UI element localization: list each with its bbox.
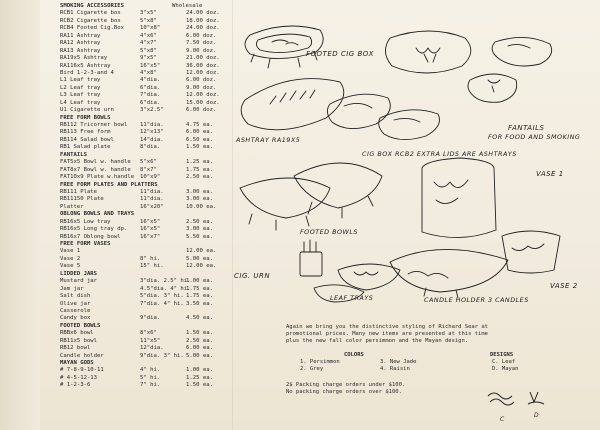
item-price: 6.50 ea. xyxy=(186,136,213,143)
item-name: RA12 Ashtray xyxy=(60,40,101,47)
item-size: 3"x2.5" xyxy=(140,107,164,114)
item-name: RB11x5 bowl xyxy=(60,337,98,344)
price-list-row xyxy=(60,338,238,345)
item-price: 1.50 ea. xyxy=(186,382,213,389)
price-list-row xyxy=(60,129,238,136)
design-mark-d: D xyxy=(534,412,539,419)
item-size: 15" hi. xyxy=(140,263,164,270)
price-list-row xyxy=(60,25,238,32)
item-price: 24.00 doz. xyxy=(186,25,220,32)
cig-urn-drawing xyxy=(300,240,322,276)
price-list-row xyxy=(60,137,238,144)
item-size: 4" hi. xyxy=(140,367,161,374)
price-list-row xyxy=(60,174,238,181)
caption-leaf-trays: LEAF TRAYS xyxy=(330,294,374,302)
item-name: MAYAN GODS xyxy=(60,360,94,366)
item-name: RCB2 Cigarette box xyxy=(60,17,121,24)
item-name: FAT8x7 Bowl w. handle xyxy=(60,166,131,173)
item-name: RBBx6 bowl xyxy=(60,330,94,337)
item-name: Casserole xyxy=(60,307,91,314)
item-price: 9.00 doz. xyxy=(186,84,217,91)
price-list-row xyxy=(60,63,238,70)
item-size: 4"x6" xyxy=(140,32,157,39)
price-list-section-heading xyxy=(60,182,238,189)
item-name: Candy box xyxy=(60,315,91,322)
caption-candle-holder: CANDLE HOLDER 3 CANDLES xyxy=(424,296,529,304)
color-item: 4. Raisin xyxy=(380,366,410,372)
item-size: 7"dia. 4" hi. xyxy=(140,300,184,307)
packing-note: No packing charge orders over $100. xyxy=(286,389,402,395)
item-name: RA13 Ashtray xyxy=(60,47,101,54)
item-size: 14"dia. xyxy=(140,136,164,143)
item-size: 8"x6" xyxy=(140,330,157,337)
item-name: Olive jar xyxy=(60,300,91,307)
item-name: LIDDED JARS xyxy=(60,270,98,277)
item-name: U1 Cigarette urn xyxy=(60,107,114,114)
item-name: L3 Leaf tray xyxy=(60,92,101,99)
item-size: 16"x5" xyxy=(140,62,161,69)
vase-2-drawing xyxy=(502,231,560,273)
item-name: Jam jar xyxy=(60,285,84,292)
item-size: 16"x5" xyxy=(140,226,161,233)
price-list-row xyxy=(60,301,238,308)
item-price: 21.00 doz. xyxy=(186,55,220,62)
item-size: 4.5"dia. 4" hi. xyxy=(140,285,191,292)
item-size: 5"x6" xyxy=(140,159,157,166)
item-price: 12.00 doz. xyxy=(186,69,220,76)
item-price: 24.00 doz. xyxy=(186,10,220,17)
item-size: 8"x7" xyxy=(140,166,157,173)
price-list-header xyxy=(60,3,238,10)
price-list-row xyxy=(60,278,238,285)
price-list-row xyxy=(60,40,238,47)
item-name: Mustard jar xyxy=(60,278,98,285)
item-name: RB1 Salad plate xyxy=(60,144,111,151)
design-mark-c: C xyxy=(500,416,505,423)
price-list-row xyxy=(60,92,238,99)
price-list-section-heading xyxy=(60,271,238,278)
price-list-row xyxy=(60,308,238,315)
price-list-row xyxy=(60,48,238,55)
item-name: RB113 Free form xyxy=(60,129,111,136)
caption-footed-bowls: FOOTED BOWLS xyxy=(300,228,358,236)
item-price: 10.00 ea. xyxy=(186,203,217,210)
item-price: 4.75 ea. xyxy=(186,122,213,128)
product-illustrations xyxy=(230,0,600,320)
item-name: # 4-5-12-13 xyxy=(60,374,98,381)
fantail-platter-drawing xyxy=(385,31,470,73)
item-size: 4"x7" xyxy=(140,40,157,47)
design-item: C. Leaf xyxy=(492,359,516,365)
item-size: 7"dia. xyxy=(140,92,161,99)
item-size: 16"x7" xyxy=(140,233,161,240)
item-name: FREE FORM PLATES AND PLATTERS xyxy=(60,181,158,188)
blurb-line-1: Again we bring you the distinctive styling of Richard Sear at xyxy=(286,324,488,330)
item-name: RCB4 Footed Cig.Box xyxy=(60,25,124,32)
item-name: FAT10x9 Plate w.handle xyxy=(60,174,135,181)
price-list-row xyxy=(60,375,238,382)
item-price: 5.00 ea. xyxy=(186,352,213,359)
item-name: FANTAILS xyxy=(60,151,87,158)
item-price: 6.00 ea. xyxy=(186,345,213,352)
item-size: 5" hi. xyxy=(140,374,161,381)
wholesale-label: Wholesale xyxy=(172,3,203,9)
price-list-row xyxy=(60,219,238,226)
item-price: 1.75 ea. xyxy=(186,293,213,300)
price-list-row xyxy=(60,107,238,114)
caption-cig-box-rcb2: CIG BOX RCB2 EXTRA LIDS ARE ASHTRAYS xyxy=(362,150,517,158)
item-price: 6.00 ea. xyxy=(186,129,213,136)
item-price: 1.25 ea. xyxy=(186,374,213,381)
mayan-design-sketch xyxy=(528,392,544,404)
item-size: 9"dia. 3" hi. xyxy=(140,352,184,359)
price-list-row xyxy=(60,367,238,374)
item-price: 1.00 ea. xyxy=(186,367,213,374)
item-size: 6"dia. xyxy=(140,84,161,91)
item-price: 36.00 doz. xyxy=(186,62,220,69)
item-price: 3.50 ea. xyxy=(186,300,213,307)
price-list-row xyxy=(60,18,238,25)
item-size: 12"dia. xyxy=(140,345,164,352)
item-price: 1.75 ea. xyxy=(186,166,213,173)
price-list-section-heading xyxy=(60,360,238,367)
item-price: 6.00 doz. xyxy=(186,107,217,114)
item-size: 11"dia. xyxy=(140,122,164,128)
caption-fantails-sub: FOR FOOD AND SMOKING xyxy=(488,133,581,141)
item-price: 5.50 ea. xyxy=(186,233,213,240)
price-list-row xyxy=(60,353,238,360)
item-size: 6"dia. xyxy=(140,99,161,106)
item-name: RB112 Tricorner bowl xyxy=(60,122,128,128)
item-size: 16"x20" xyxy=(140,203,164,210)
paper-edge-shadow xyxy=(0,0,40,430)
price-list-row xyxy=(60,70,238,77)
item-size: 8"dia. xyxy=(140,144,161,151)
item-price: 15.00 doz. xyxy=(186,99,220,106)
item-name: FAT5x5 Bowl w. handle xyxy=(60,159,131,166)
price-list-row xyxy=(60,382,238,389)
item-size: 5"x8" xyxy=(140,17,157,24)
item-name: FREE FORM VASES xyxy=(60,241,111,247)
price-list-row xyxy=(60,167,238,174)
item-price: 9.00 doz. xyxy=(186,47,217,54)
item-size: 5"dia. 3" hi. xyxy=(140,293,184,300)
price-list-row xyxy=(60,315,238,322)
price-list-row xyxy=(60,10,238,17)
item-size: 9"x5" xyxy=(140,55,157,62)
item-name: RB11150 Plate xyxy=(60,196,104,203)
price-list-row xyxy=(60,263,238,270)
item-name: L4 Leaf tray xyxy=(60,99,101,106)
item-name: Platter xyxy=(60,203,84,210)
item-size: 10"x8" xyxy=(140,25,161,32)
item-name: FOOTED BOWLS xyxy=(60,322,101,329)
item-price: 4.50 ea. xyxy=(186,315,213,322)
caption-fantails: FANTAILS xyxy=(508,124,545,132)
item-name: Vase 2 xyxy=(60,255,81,262)
candle-holder-drawing xyxy=(390,249,508,298)
design-sketches xyxy=(484,386,554,416)
item-name: RB114 Salad bowl xyxy=(60,136,114,143)
item-name: Vase 5 xyxy=(60,263,81,270)
design-item: D. Mayan xyxy=(492,366,519,372)
item-size: 16"x5" xyxy=(140,218,161,225)
price-list-row xyxy=(60,256,238,263)
item-price: 1.25 ea. xyxy=(186,159,213,166)
item-name: RA11 Ashtray xyxy=(60,32,101,39)
price-list-section-heading xyxy=(60,211,238,218)
item-size: 3"dia. 2.5" hi. xyxy=(140,278,191,285)
item-price: 1.00 ea. xyxy=(186,278,213,285)
item-size: 9"dia. xyxy=(140,315,161,322)
item-name: RA116x5 Ashtray xyxy=(60,62,111,69)
item-size: 11"dia. xyxy=(140,188,164,195)
item-price: 7.50 doz. xyxy=(186,40,217,47)
packing-note: 2$ Packing charge orders under $100. xyxy=(286,382,406,388)
item-name: # 1-2-3-6 xyxy=(60,382,91,389)
price-list-row xyxy=(60,100,238,107)
price-list-row xyxy=(60,144,238,151)
item-size: 12"x13" xyxy=(140,129,164,136)
item-size: 7" hi. xyxy=(140,382,161,389)
price-list-row xyxy=(60,189,238,196)
item-price: 3.00 ea. xyxy=(186,226,213,233)
price-list-section-heading xyxy=(60,323,238,330)
item-name: OBLONG BOWLS AND TRAYS xyxy=(60,211,135,218)
item-name: Vase 1 xyxy=(60,248,81,255)
item-size: 4"dia. xyxy=(140,77,161,84)
color-item: 1. Persimmon xyxy=(300,359,340,365)
price-list-row xyxy=(60,85,238,92)
blurb-line-2: promotional prices. Many new items are presented at this time xyxy=(286,331,488,338)
price-list-row xyxy=(60,55,238,62)
item-name: L2 Leaf tray xyxy=(60,84,101,91)
price-list-row xyxy=(60,330,238,337)
price-list-row xyxy=(60,77,238,84)
item-name: RB111 Plate xyxy=(60,188,98,195)
price-list-row xyxy=(60,226,238,233)
item-name: Salt dish xyxy=(60,293,91,300)
leaf-design-sketch xyxy=(488,393,514,405)
colors-heading: COLORS xyxy=(344,352,364,358)
item-size: 3"x5" xyxy=(140,10,157,17)
item-price: 18.00 doz. xyxy=(186,17,220,24)
item-price: 6.00 doz. xyxy=(186,32,217,39)
price-list-title: SMOKING ACCESSORIES xyxy=(60,3,124,9)
item-price: 2.50 ea. xyxy=(186,337,213,344)
item-price: 3.00 ea. xyxy=(186,188,213,195)
caption-vase-2: VASE 2 xyxy=(550,282,578,290)
item-size: 11"x5" xyxy=(140,337,161,344)
vase-1-drawing xyxy=(422,158,496,238)
price-list-row xyxy=(60,122,238,129)
footed-cig-box-drawing xyxy=(245,26,323,68)
fantail-small-dish-drawing xyxy=(468,37,552,102)
color-item: 2. Grey xyxy=(300,366,324,372)
price-list-row xyxy=(60,159,238,166)
item-price: 3.00 ea. xyxy=(186,196,213,203)
item-price: 1.50 ea. xyxy=(186,144,213,151)
designs-heading: DESIGNS xyxy=(490,352,514,358)
price-list-row xyxy=(60,234,238,241)
item-name: FREE FORM BOWLS xyxy=(60,114,111,121)
item-price: 1.75 ea. xyxy=(186,285,213,292)
item-name: Candle holder xyxy=(60,352,104,359)
price-list-row xyxy=(60,204,238,211)
item-size: 4"x8" xyxy=(140,69,157,76)
price-list-row xyxy=(60,248,238,255)
item-name: # 7-8-9-10-11 xyxy=(60,367,104,374)
price-list-row xyxy=(60,286,238,293)
item-price: 1.50 ea. xyxy=(186,330,213,337)
price-list-row xyxy=(60,345,238,352)
item-price: 12.00 ea. xyxy=(186,248,217,255)
cig-box-rcb2-drawing xyxy=(327,94,439,139)
blurb-line-3: plus the new fall color persimmon and the Mayan design. xyxy=(286,338,469,345)
caption-ashtray: ASHTRAY RA19X5 xyxy=(236,136,301,144)
price-list-section-heading xyxy=(60,241,238,248)
caption-footed-cig-box: FOOTED CIG BOX xyxy=(306,50,374,58)
footed-bowls-drawing xyxy=(240,163,382,230)
item-name: RB16x5 Low tray xyxy=(60,218,111,225)
item-size: 5"x8" xyxy=(140,47,157,54)
price-list-section-heading xyxy=(60,115,238,122)
item-price: 12.00 ea. xyxy=(186,263,217,270)
item-price: 12.00 doz. xyxy=(186,92,220,99)
caption-cig-urn: CIG. URN xyxy=(234,272,271,280)
price-list-row xyxy=(60,293,238,300)
price-list xyxy=(60,3,238,390)
item-price: 2.50 ea. xyxy=(186,218,213,225)
ashtray-long-drawing xyxy=(241,79,344,130)
packing-notes xyxy=(286,382,405,396)
item-name: RCB1 Cigarette box xyxy=(60,10,121,17)
item-name: RA19x5 Ashtray xyxy=(60,55,108,62)
item-name: RB16x7 Oblong bowl xyxy=(60,233,121,240)
item-price: 2.50 ea. xyxy=(186,174,213,181)
item-name: Bird 1-2-3-and 4 xyxy=(60,69,114,76)
item-name: RB16x5 Long tray dp. xyxy=(60,226,128,233)
item-size: 8" hi. xyxy=(140,255,161,262)
price-list-section-heading xyxy=(60,152,238,159)
item-size: 10"x9" xyxy=(140,174,161,181)
color-item: 3. New Jade xyxy=(380,359,417,365)
item-name: RB12 bowl xyxy=(60,345,91,352)
intro-blurb xyxy=(286,324,578,345)
item-size: 11"dia. xyxy=(140,196,164,203)
caption-vase-1: VASE 1 xyxy=(536,170,564,178)
item-price: 5.00 ea. xyxy=(186,255,213,262)
item-name: L1 Leaf tray xyxy=(60,77,101,84)
price-list-row xyxy=(60,33,238,40)
item-price: 6.00 doz. xyxy=(186,77,217,84)
price-list-row xyxy=(60,196,238,203)
